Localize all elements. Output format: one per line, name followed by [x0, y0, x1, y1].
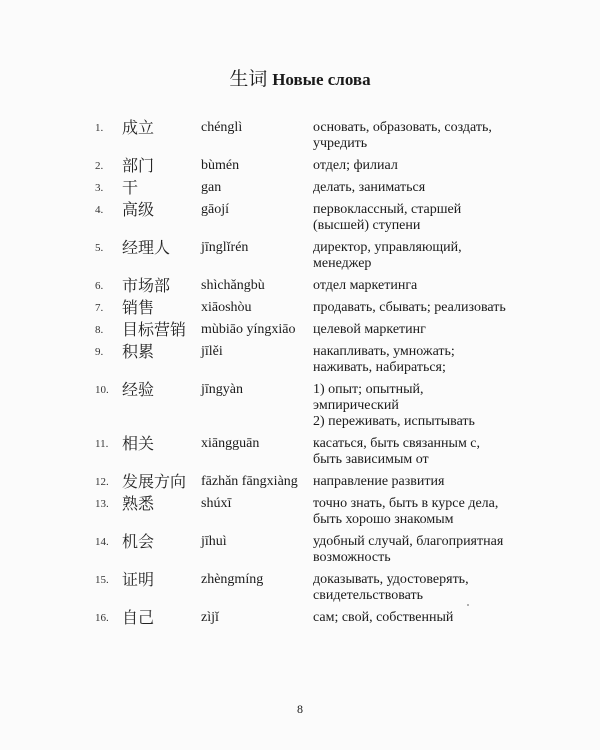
entry-meaning [313, 342, 523, 376]
meaning-line: свидетельствовать [313, 588, 423, 603]
entry-number: 10. [95, 384, 109, 396]
meaning-line: делать, заниматься [313, 180, 426, 195]
meaning-line: быть зависимым от [313, 452, 429, 467]
vocab-entry [0, 156, 600, 174]
entry-hanzi: 相关 [122, 434, 155, 453]
entry-meaning [313, 472, 523, 490]
meaning-line: менеджер [313, 256, 372, 271]
entry-pinyin: zhèngmíng [201, 572, 264, 587]
entry-pinyin: bùmén [201, 158, 240, 173]
entry-hanzi: 销售 [122, 298, 155, 317]
entry-meaning [313, 532, 523, 566]
vocab-entry [0, 494, 600, 528]
entry-pinyin: chénglì [201, 120, 243, 135]
entry-hanzi: 目标营销 [122, 320, 187, 339]
entry-number: 12. [95, 476, 109, 488]
entry-meaning [313, 298, 523, 316]
vocab-entry [0, 320, 600, 338]
entry-hanzi: 自己 [122, 608, 155, 627]
entry-hanzi: 熟悉 [122, 494, 155, 513]
vocab-entry [0, 380, 600, 430]
entry-pinyin: jīhuì [201, 534, 227, 549]
meaning-line: сам; свой, собственный [313, 610, 454, 625]
entry-hanzi: 成立 [122, 118, 155, 137]
entry-meaning [313, 608, 523, 626]
entry-pinyin: mùbiāo yíngxiāo [201, 322, 296, 337]
vocab-entry [0, 298, 600, 316]
vocab-entry [0, 532, 600, 566]
vocab-entry [0, 118, 600, 152]
entry-meaning [313, 380, 523, 430]
entry-pinyin: jīnglǐrén [201, 240, 249, 255]
entry-pinyin: fāzhǎn fāngxiàng [201, 474, 298, 489]
entry-number: 5. [95, 242, 104, 254]
entry-number: 1. [95, 122, 104, 134]
entry-number: 14. [95, 536, 109, 548]
vocab-entry [0, 342, 600, 376]
page-number: 8 [297, 702, 303, 716]
entry-meaning [313, 178, 523, 196]
entry-pinyin: xiāoshòu [201, 300, 252, 315]
meaning-line: возможность [313, 550, 391, 565]
entry-number: 3. [95, 182, 104, 194]
meaning-line: удобный случай, благоприятная [313, 534, 504, 549]
entry-hanzi: 积累 [122, 342, 155, 361]
entry-hanzi: 证明 [122, 570, 155, 589]
entry-hanzi: 高级 [122, 200, 155, 219]
entry-number: 15. [95, 574, 109, 586]
meaning-line: точно знать, быть в курсе дела, [313, 496, 499, 511]
entry-hanzi: 经验 [122, 380, 155, 399]
meaning-line: накапливать, умножать; [313, 344, 455, 359]
page-title [0, 64, 600, 91]
entry-hanzi: 机会 [122, 532, 155, 551]
entry-pinyin: jīngyàn [201, 382, 243, 397]
vocab-entry [0, 238, 600, 272]
vocab-entry [0, 276, 600, 294]
entry-pinyin: gāojí [201, 202, 229, 217]
entry-meaning [313, 156, 523, 174]
meaning-line: эмпирический [313, 398, 399, 413]
entry-hanzi: 部门 [122, 156, 155, 175]
entry-number: 11. [95, 438, 109, 450]
meaning-line: касаться, быть связанным с, [313, 436, 481, 451]
entry-meaning [313, 320, 523, 338]
meaning-line: учредить [313, 136, 368, 151]
entry-meaning [313, 238, 523, 272]
entry-hanzi: 干 [122, 178, 139, 197]
vocab-entry [0, 200, 600, 234]
entry-pinyin: jīlěi [201, 344, 223, 359]
entry-pinyin: shúxī [201, 496, 232, 511]
entry-pinyin: zìjǐ [201, 610, 219, 625]
entry-number: 4. [95, 204, 104, 216]
entry-number: 2. [95, 160, 104, 172]
entry-meaning [313, 200, 523, 234]
meaning-line: быть хорошо знакомым [313, 512, 454, 527]
entry-pinyin: gan [201, 180, 222, 195]
entry-number: 7. [95, 302, 104, 314]
meaning-line: 1) опыт; опытный, [313, 382, 424, 397]
scan-speck [467, 604, 469, 606]
meaning-line: продавать, сбывать; реализовать [313, 300, 506, 315]
meaning-line: доказывать, удостоверять, [313, 572, 469, 587]
entry-meaning [313, 570, 523, 604]
meaning-line: первоклассный, старшей [313, 202, 462, 217]
meaning-line: целевой маркетинг [313, 322, 426, 337]
vocab-entry [0, 570, 600, 604]
entry-meaning [313, 434, 523, 468]
meaning-line: основать, образовать, создать, [313, 120, 492, 135]
entry-number: 9. [95, 346, 104, 358]
entry-number: 6. [95, 280, 104, 292]
entry-meaning [313, 118, 523, 152]
entry-number: 8. [95, 324, 104, 336]
meaning-line: (высшей) ступени [313, 218, 421, 233]
meaning-line: 2) переживать, испытывать [313, 414, 475, 429]
entry-meaning [313, 494, 523, 528]
title-russian: Новые слова [272, 70, 371, 89]
title-chinese: 生词 [229, 68, 268, 90]
entry-meaning [313, 276, 523, 294]
meaning-line: отдел маркетинга [313, 278, 418, 293]
entry-hanzi: 发展方向 [122, 472, 187, 491]
vocab-entry [0, 434, 600, 468]
meaning-line: наживать, набираться; [313, 360, 446, 375]
entry-hanzi: 经理人 [122, 238, 171, 257]
entry-pinyin: xiāngguān [201, 436, 260, 451]
vocab-entry [0, 178, 600, 196]
meaning-line: отдел; филиал [313, 158, 398, 173]
meaning-line: направление развития [313, 474, 445, 489]
entry-pinyin: shìchǎngbù [201, 278, 265, 293]
vocab-entry [0, 472, 600, 490]
entry-number: 16. [95, 612, 109, 624]
vocabulary-list [0, 118, 600, 630]
entry-hanzi: 市场部 [122, 276, 171, 295]
vocab-entry [0, 608, 600, 626]
meaning-line: директор, управляющий, [313, 240, 462, 255]
entry-number: 13. [95, 498, 109, 510]
